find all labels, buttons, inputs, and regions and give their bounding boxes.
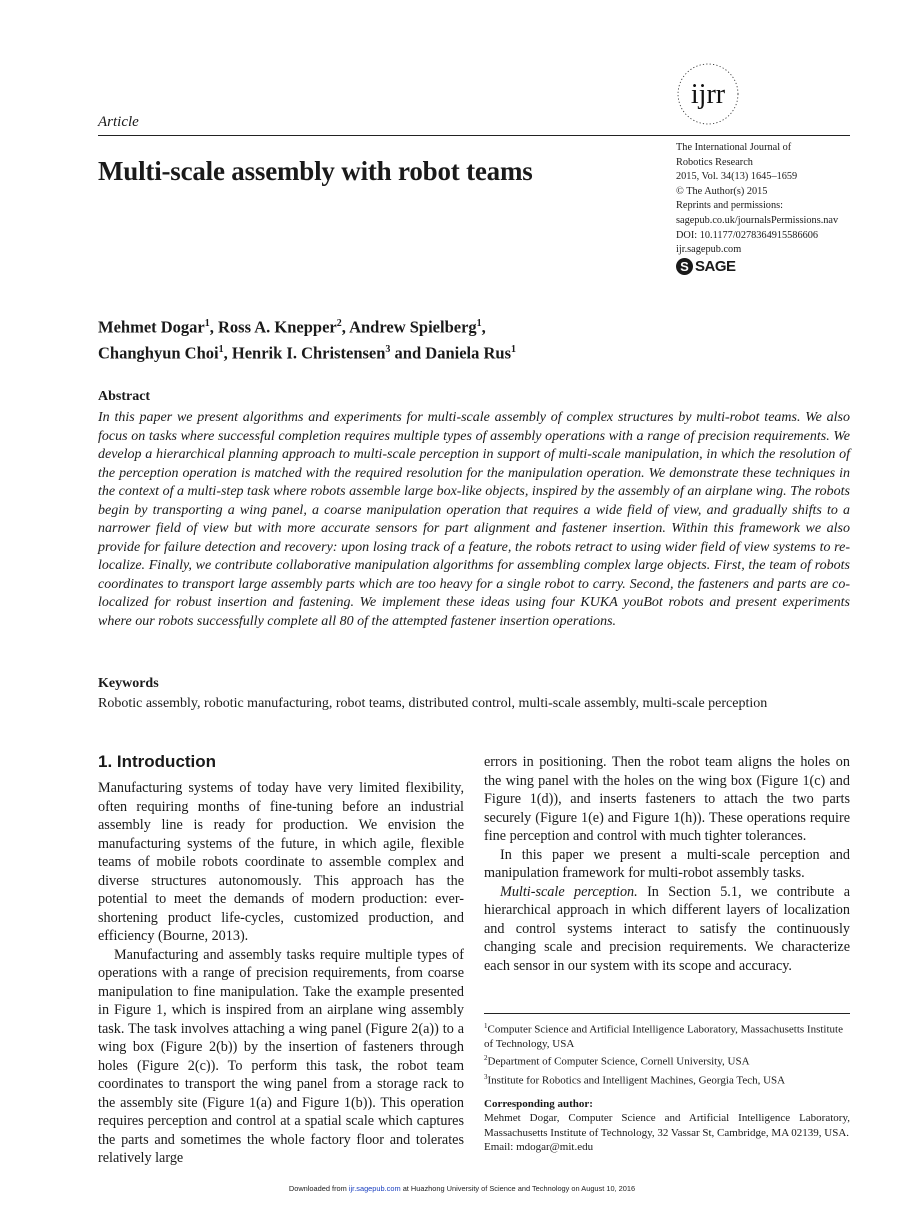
header-rule: [98, 135, 850, 136]
author-name: Changhyun Choi: [98, 343, 219, 362]
paragraph: Manufacturing systems of today have very limited flexibility, often requiring months of fine-tuning before an industrial assembly line is ready for production. We envision the manufacturing systems of the future, in which agile, flexible teams of mobile robots coordinate to assemble complex and diverse structures autonomously. This approach has the potential to meet the demands of modern production: ever-shortening product life-cycles, customized production, and efficiency (Bourne, 2013).: [98, 780, 464, 944]
journal-url[interactable]: ijr.sagepub.com: [676, 244, 742, 256]
footnote: [484, 1070, 850, 1088]
journal-line: © The Author(s) 2015: [676, 185, 768, 197]
affiliation-mark: 1: [218, 343, 224, 355]
journal-line: Robotics Research: [676, 156, 753, 168]
journal-line: The International Journal of: [676, 142, 792, 153]
corresponding-heading: Corresponding author:: [484, 1098, 593, 1110]
affiliation-mark: 1: [204, 318, 210, 329]
footnote-mark: 3: [484, 1072, 488, 1081]
sage-mark-icon: S: [676, 258, 693, 275]
journal-info: [676, 141, 876, 258]
abstract-text: In this paper we present algorithms and experiments for multi-scale assembly of complex structures by multi-robot teams. We also focus on tasks where successful completion requires multiple types of assembly operations with a range of precision requirements. We develop a hierarchical planning approach to multi-scale perception in support of multi-scale manipulation, in which the resolution of the perception operation is matched with the required resolution for the manipulation operation. We demonstrate these techniques in the context of a multi-step task where robots assemble large box-like objects, inspired by the assembly of an airplane wing. The robots begin by transporting a wing panel, a coarse manipulation operation that requires a wide field of view, and gradually shifts to a narrower field of view but with more accurate sensors for part alignment and fastener insertion. Within this framework we also provide for failure detection and recovery: upon losing track of a feature, the robots retract to using wider field of view systems to re-localize. Finally, we contribute collaborative manipulation algorithms for assembling complex large objects. First, the team of robots coordinates to transport large assembly parts which are too heavy for a single robot to carry. Second, the fasteners and parts are co-localized for robust insertion and fastening. We implement these ideas using four KUKA youBot robots and present experiments where our robots successfully complete all 80 of the attempted fastener insertion operations.: [98, 410, 850, 629]
keywords-text: Robotic assembly, robotic manufacturing, robot teams, distributed control, multi-scale assembly, multi-scale perception: [98, 696, 768, 711]
footnote: [484, 1051, 850, 1069]
author-name: , Ross A. Knepper: [209, 317, 337, 337]
footnote-text: Computer Science and Artificial Intelligence Laboratory, Massachusetts Institute of Technology, USA: [484, 1023, 843, 1051]
download-suffix: at Huazhong University of Science and Technology on August 10, 2016: [400, 1184, 636, 1193]
sage-wordmark: SAGE: [695, 257, 736, 275]
affiliation-mark: 2: [336, 318, 342, 329]
footnote-mark: 1: [484, 1022, 488, 1030]
corresponding-address: Mehmet Dogar, Computer Science and Artificial Intelligence Laboratory, Massachusetts Institute of Technology, 32 Vassar St, Cambridge, MA 02139, USA.: [484, 1112, 850, 1139]
affiliation-mark: 1: [476, 318, 482, 329]
footnote-text: Department of Computer Science, Cornell University, USA: [487, 1056, 750, 1069]
paragraph: Manufacturing and assembly tasks require multiple types of operations with a range of precision requirements, from coarse manipulation to fine manipulation. Take the example presented in Figure 1, which is inspired from an airplane wing assembly task. The task involves attaching a wing panel (Figure 2(a)) to a wing box (Figure 2(b)) by the insertion of fasteners through holes (Figure 2(c)). To perform this task, the robot team coordinates to transport the wing panel from a storage rack to the assembly site (Figure 1(a) and Figure 1(b)). This operation requires perception and control at a spatial scale which captures the parts and sometimes the whole factory floor and tolerates relatively large: [98, 946, 464, 1166]
author-name: , Henrik I. Christensen: [223, 343, 386, 362]
permissions-link[interactable]: sagepub.co.uk/journalsPermissions.nav: [676, 214, 839, 226]
right-column: [484, 753, 850, 975]
affiliation-footnotes: [484, 1019, 850, 1088]
corresponding-author: [484, 1097, 850, 1155]
paper-title: Multi-scale assembly with robot teams: [98, 156, 533, 186]
section-heading-introduction: 1. Introduction: [98, 752, 217, 771]
article-label: Article: [98, 114, 139, 130]
affiliation-mark: 3: [385, 343, 391, 355]
affiliation-mark: 1: [511, 343, 516, 355]
author-list: [98, 313, 718, 364]
author-separator: ,: [481, 317, 486, 337]
doi-line: DOI: 10.1177/0278364915586606: [676, 229, 819, 241]
abstract-heading: Abstract: [98, 389, 151, 404]
logo-text: ijrr: [690, 79, 726, 110]
journal-line: 2015, Vol. 34(13) 1645–1659: [676, 171, 798, 183]
sage-logo: [676, 256, 736, 276]
footnote-mark: 2: [484, 1054, 488, 1063]
footnote-text: Institute for Robotics and Intelligent Machines, Georgia Tech, USA: [487, 1074, 786, 1087]
author-name: , Andrew Spielberg: [341, 317, 477, 337]
paragraph: In this paper we present a multi-scale perception and manipulation framework for multi-robot assembly tasks.: [484, 846, 850, 881]
journal-line: Reprints and permissions:: [676, 200, 783, 212]
keywords-heading: Keywords: [98, 676, 159, 691]
download-notice: [0, 1184, 924, 1193]
corresponding-email[interactable]: Email: mdogar@mit.edu: [484, 1141, 594, 1154]
paragraph: errors in positioning. Then the robot team aligns the holes on the wing panel with the holes on the wing box (Figure 1(c) and Figure 1(d)), and inserts fasteners to attach the two parts securely (Figure 1(e) and Figure 1(h)). These operations require fine perception and control with much tighter tolerances.: [484, 754, 850, 844]
left-column: [98, 779, 464, 1168]
author-name: Mehmet Dogar: [98, 317, 205, 337]
download-prefix: Downloaded from: [288, 1184, 349, 1193]
paragraph: [484, 883, 850, 976]
footnote-rule: [484, 1013, 850, 1014]
paragraph-text: In Section 5.1, we contribute a hierarchical approach in which different layers of localization and control systems interact to satisfy the continuously changing scale and precision requirements. We characterize each sensor in our system with its scope and accuracy.: [484, 883, 850, 974]
ijrr-logo: [672, 58, 744, 130]
run-in-heading: Multi-scale perception.: [500, 883, 638, 900]
author-name: and Daniela Rus: [390, 343, 511, 362]
download-link[interactable]: ijr.sagepub.com: [348, 1184, 401, 1193]
footnote: [484, 1019, 850, 1051]
